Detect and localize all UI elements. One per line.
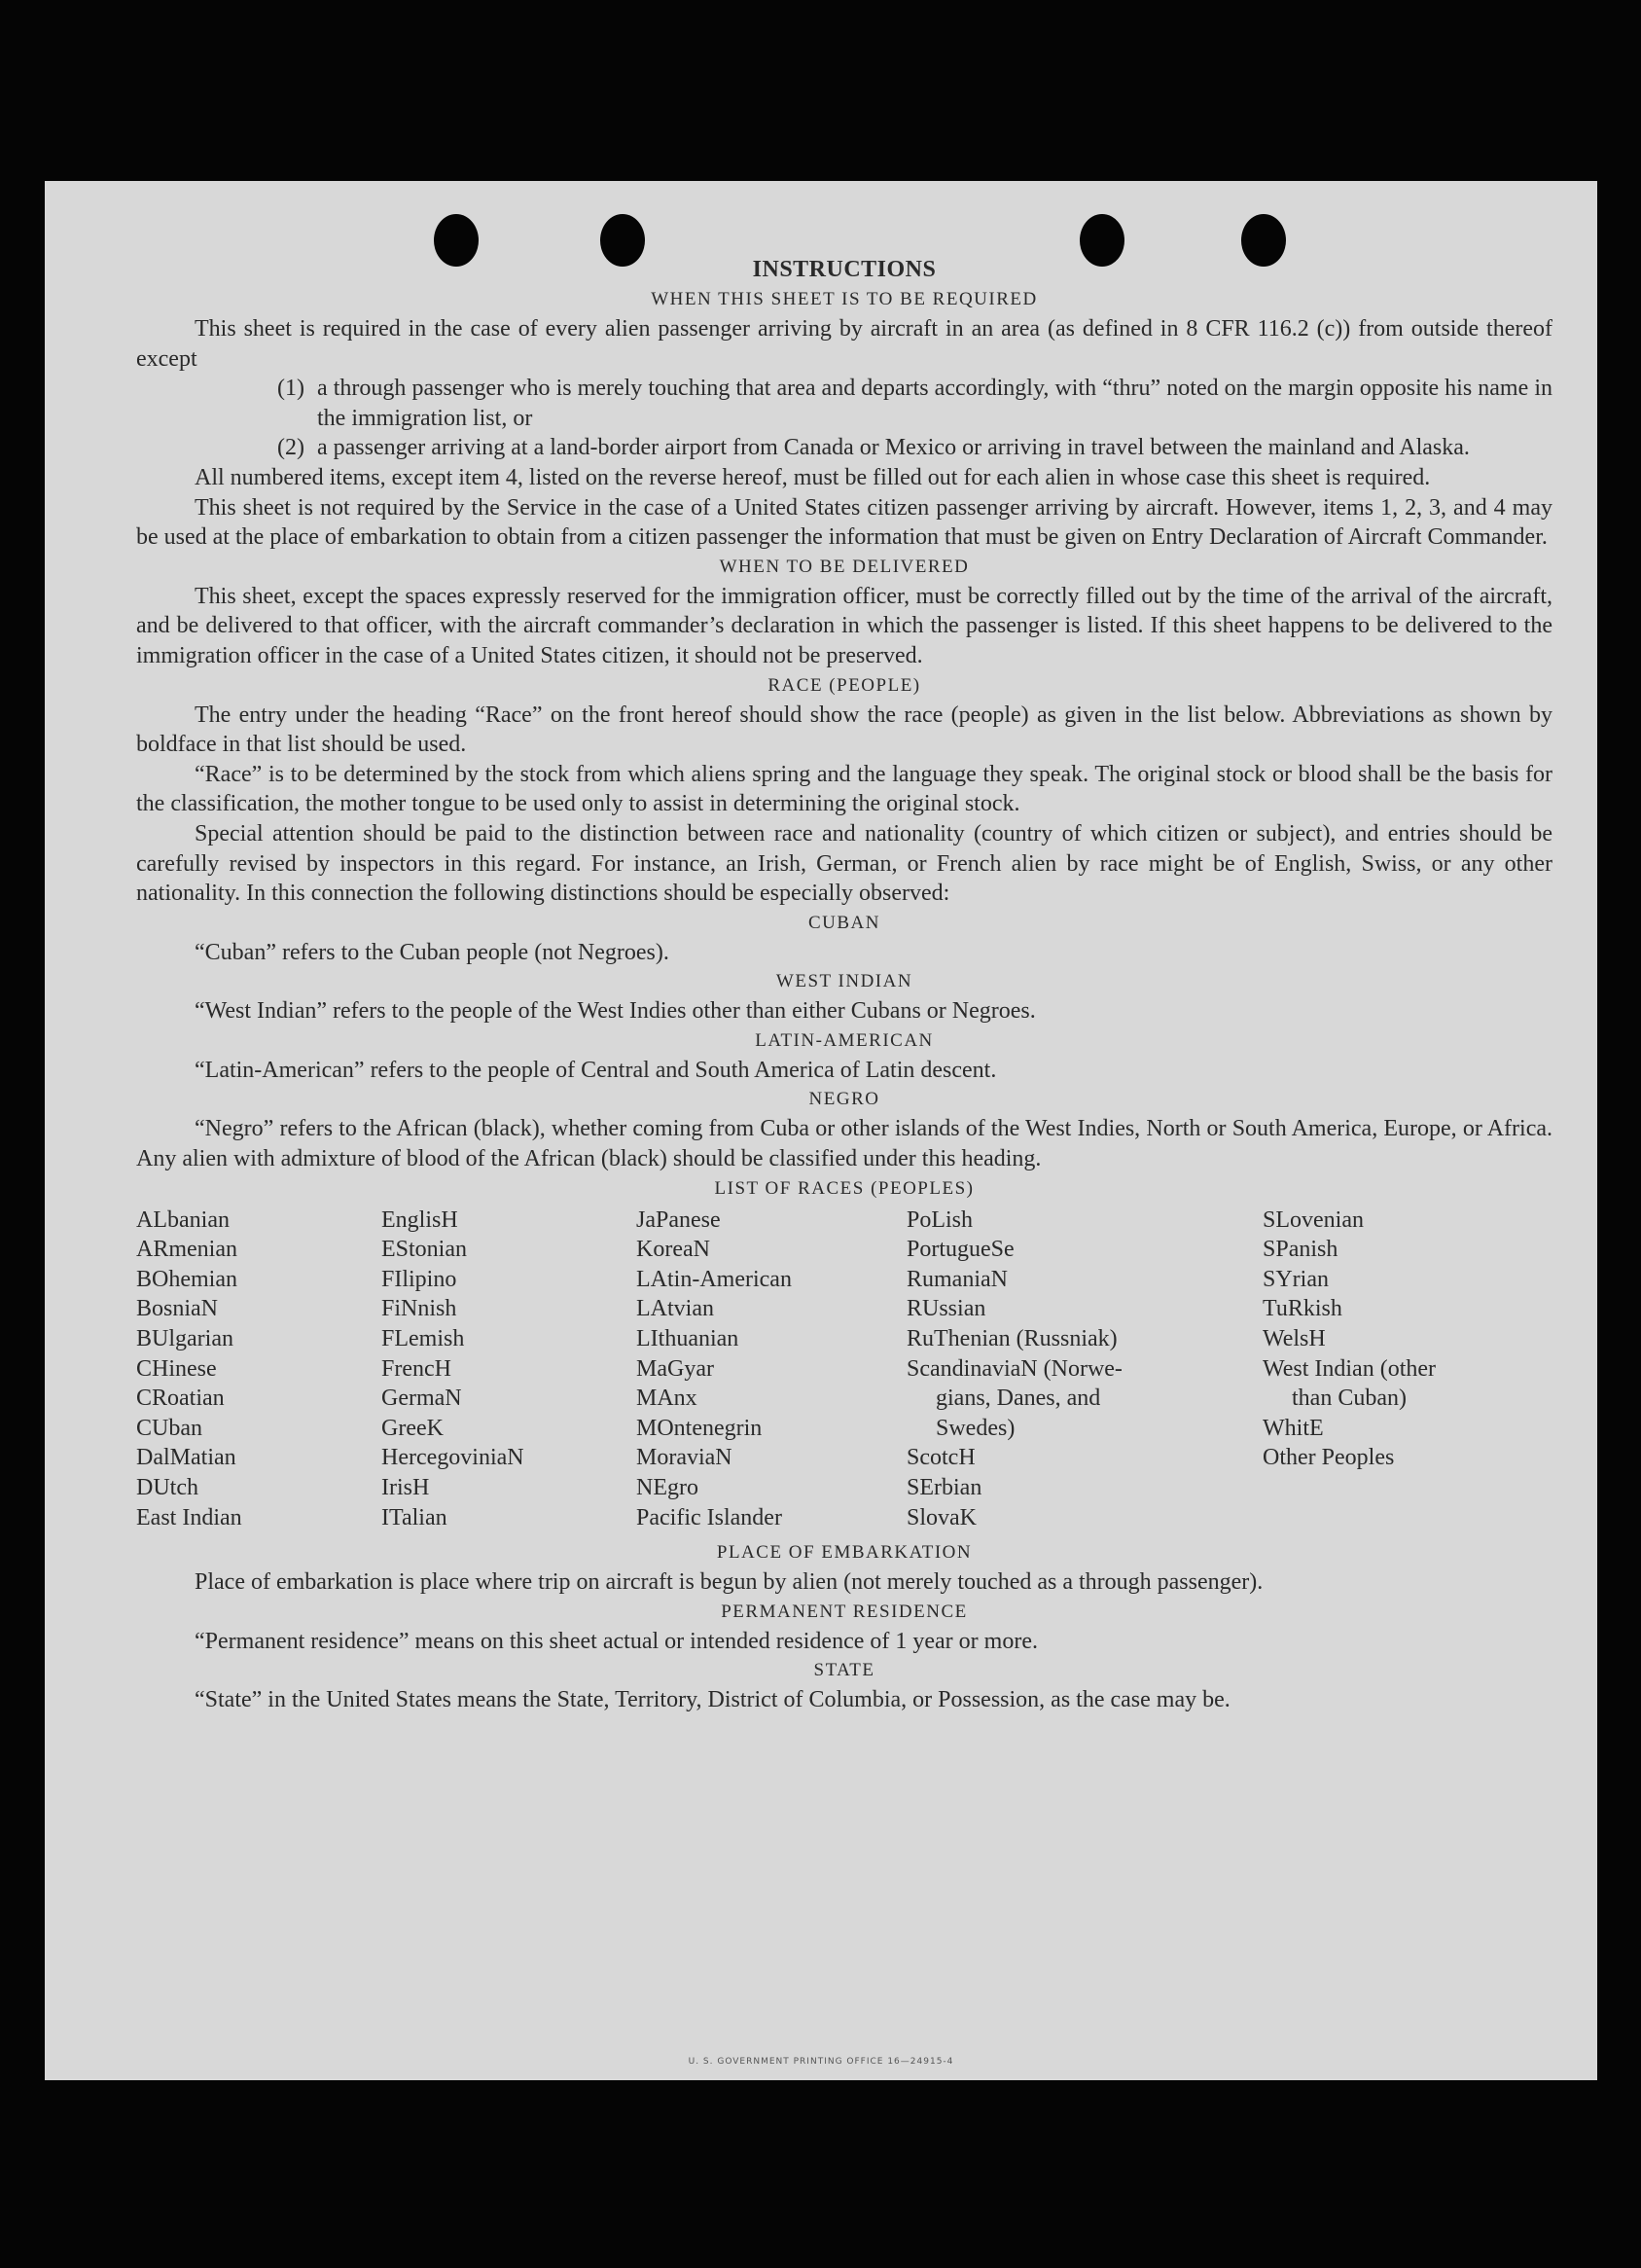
negro-text: “Negro” refers to the African (black), whether coming from Cuba or other islands of the West Indies, North or South America, Europe, or Africa. Any alien with admixture of blood of the African (black) should be classified under this heading.: [136, 1116, 1552, 1172]
race-entry: Pacific Islander: [636, 1504, 782, 1530]
embarkation-text: Place of embarkation is place where trip on aircraft is begun by alien (not merely touched as a through passenger).: [195, 1569, 1264, 1596]
list-of-races-title: LIST OF RACES (PEOPLES): [714, 1177, 975, 1199]
race-entry-continued: than Cuban): [1292, 1386, 1407, 1412]
section-title-latin-american: LATIN-AMERICAN: [755, 1029, 934, 1051]
cuban-text: “Cuban” refers to the Cuban people (not Negroes).: [195, 939, 669, 965]
section-title-state: STATE: [813, 1660, 875, 1681]
section-title-negro: NEGRO: [808, 1089, 880, 1110]
race-entry: WhitE: [1263, 1415, 1324, 1441]
race-entry: EnglisH: [381, 1206, 458, 1233]
race-entry: TuRkish: [1263, 1296, 1342, 1322]
races-column-5: [1263, 1206, 1552, 1533]
races-list: [136, 1206, 1552, 1533]
race-entry: ITalian: [381, 1504, 447, 1530]
race-entry: MoraviaN: [636, 1445, 732, 1471]
race-entry: SPanish: [1263, 1237, 1338, 1263]
state-text: “State” in the United States means the State, Territory, District of Columbia, or Possession, as the case may be.: [195, 1687, 1231, 1713]
exception-item: [136, 374, 1552, 433]
race-entry: BosniaN: [136, 1296, 218, 1322]
race-entry: NEgro: [636, 1475, 698, 1500]
race-entry: PortugueSe: [907, 1237, 1015, 1263]
race-entry: FLemish: [381, 1326, 465, 1352]
race-entry: DUtch: [136, 1475, 198, 1500]
numbered-items-paragraph: All numbered items, except item 4, listed on the reverse hereof, must be filled out for each alien in whose case this sheet is required.: [195, 464, 1431, 490]
section-title-embarkation: PLACE OF EMBARKATION: [716, 1542, 973, 1564]
exception-item: [136, 433, 1552, 463]
races-column-1: [136, 1206, 381, 1533]
residence-text: “Permanent residence” means on this sheet actual or intended residence of 1 year or more.: [195, 1628, 1038, 1654]
race-entry: West Indian (other: [1263, 1355, 1437, 1382]
race-entry: JaPanese: [636, 1206, 721, 1233]
race-entry: ScotcH: [907, 1445, 976, 1471]
exception-text: a passenger arriving at a land-border airport from Canada or Mexico or arriving in travel between the mainland and Alaska.: [317, 435, 1470, 461]
page-title: INSTRUCTIONS: [752, 257, 937, 282]
race-entry-continued: Swedes): [936, 1415, 1016, 1441]
race-entry: RUssian: [907, 1296, 986, 1322]
race-entry: MOntenegrin: [636, 1415, 763, 1441]
race-entry: WelsH: [1263, 1326, 1326, 1352]
race-entry-continued: gians, Danes, and: [936, 1386, 1101, 1412]
race-entry: CRoatian: [136, 1386, 225, 1412]
race-entry: BUlgarian: [136, 1326, 233, 1352]
race-entry: LAtvian: [636, 1296, 714, 1322]
race-entry: KoreaN: [636, 1237, 710, 1263]
west-indian-text: “West Indian” refers to the people of the West Indies other than either Cubans or Negroes.: [195, 998, 1036, 1025]
races-column-3: [636, 1206, 907, 1533]
when-delivered-text: This sheet, except the spaces expressly reserved for the immigration officer, must be correctly filled out by the time of the arrival of the aircraft, and be delivered to that officer, with the aircraft commander’s declaration in which the passenger is listed. If this sheet happens to be delivered to the immigration officer in the case of a United States citizen, it should not be preserved.: [136, 583, 1552, 668]
race-entry: RuThenian (Russniak): [907, 1326, 1118, 1352]
race-entry: MAnx: [636, 1386, 697, 1412]
races-column-4: [907, 1206, 1263, 1533]
citizen-paragraph: This sheet is not required by the Service in the case of a United States citizen passenger arriving by aircraft. However, items 1, 2, 3, and 4 may be used at the place of embarkation to obtain from a citizen passenger the information that must be given on Entry Declaration of Aircraft Commander.: [136, 494, 1552, 551]
race-entry: ALbanian: [136, 1206, 230, 1233]
race-paragraph-2: “Race” is to be determined by the stock from which aliens spring and the language they speak. The original stock or blood shall be the basis for the classification, the mother tongue to be used only to assist in determining the original stock.: [136, 761, 1552, 817]
race-entry: PoLish: [907, 1206, 974, 1233]
race-entry: ScandinaviaN (Norwe-: [907, 1355, 1123, 1382]
race-entry: SLovenian: [1263, 1206, 1364, 1233]
document-sheet: [45, 181, 1597, 2080]
race-entry: East Indian: [136, 1504, 242, 1530]
race-entry: LAtin-American: [636, 1266, 792, 1292]
instructions-content: [136, 257, 1552, 1715]
exception-number: (1): [277, 376, 304, 402]
section-title-west-indian: WEST INDIAN: [775, 971, 913, 992]
race-entry: EStonian: [381, 1237, 467, 1263]
section-title-cuban: CUBAN: [807, 912, 880, 933]
race-entry: CHinese: [136, 1355, 217, 1382]
race-paragraph-3: Special attention should be paid to the distinction between race and nationality (country of which citizen or subject), and entries should be carefully revised by inspectors in this regard. For instance, an Irish, German, or French alien by race might be of English, Swiss, or any other nationality. In this connection the following distinctions should be especially observed:: [136, 820, 1552, 907]
printing-office-footer: U. S. GOVERNMENT PRINTING OFFICE 16—24915-4: [688, 2057, 954, 2067]
race-entry: SYrian: [1263, 1266, 1329, 1292]
when-required-intro: This sheet is required in the case of every alien passenger arriving by aircraft in an area (as defined in 8 CFR 116.2 (c)) from outside thereof except: [136, 316, 1552, 372]
race-entry: FrencH: [381, 1355, 451, 1382]
race-entry: HercegoviniaN: [381, 1445, 524, 1471]
race-entry: DalMatian: [136, 1445, 236, 1471]
race-entry: CUban: [136, 1415, 202, 1441]
race-entry: GreeK: [381, 1415, 444, 1441]
race-entry: RumaniaN: [907, 1266, 1008, 1292]
race-entry: ARmenian: [136, 1237, 237, 1263]
race-entry: MaGyar: [636, 1355, 714, 1382]
race-entry: GermaN: [381, 1386, 462, 1412]
race-entry: SErbian: [907, 1475, 982, 1500]
section-title-residence: PERMANENT RESIDENCE: [721, 1601, 968, 1622]
section-title-when-delivered: WHEN TO BE DELIVERED: [719, 556, 970, 577]
race-entry: FIlipino: [381, 1266, 457, 1292]
exception-text: a through passenger who is merely touching that area and departs accordingly, with “thru” noted on the margin opposite his name in the immigration list, or: [317, 376, 1552, 431]
section-title-race: RACE (PEOPLE): [767, 674, 921, 696]
races-column-2: [381, 1206, 636, 1533]
race-entry: BOhemian: [136, 1266, 237, 1292]
section-title-when-required: WHEN THIS SHEET IS TO BE REQUIRED: [651, 289, 1038, 309]
latin-american-text: “Latin-American” refers to the people of Central and South America of Latin descent.: [195, 1057, 997, 1083]
exception-number: (2): [277, 435, 304, 461]
race-entry: SlovaK: [907, 1504, 977, 1530]
race-paragraph-1: The entry under the heading “Race” on the front hereof should show the race (people) as given in the list below. Abbreviations as shown by boldface in that list should be used.: [136, 702, 1552, 758]
race-entry: IrisH: [381, 1475, 430, 1500]
race-entry: LIthuanian: [636, 1326, 739, 1352]
race-entry: Other Peoples: [1263, 1445, 1395, 1471]
race-entry: FiNnish: [381, 1296, 457, 1322]
